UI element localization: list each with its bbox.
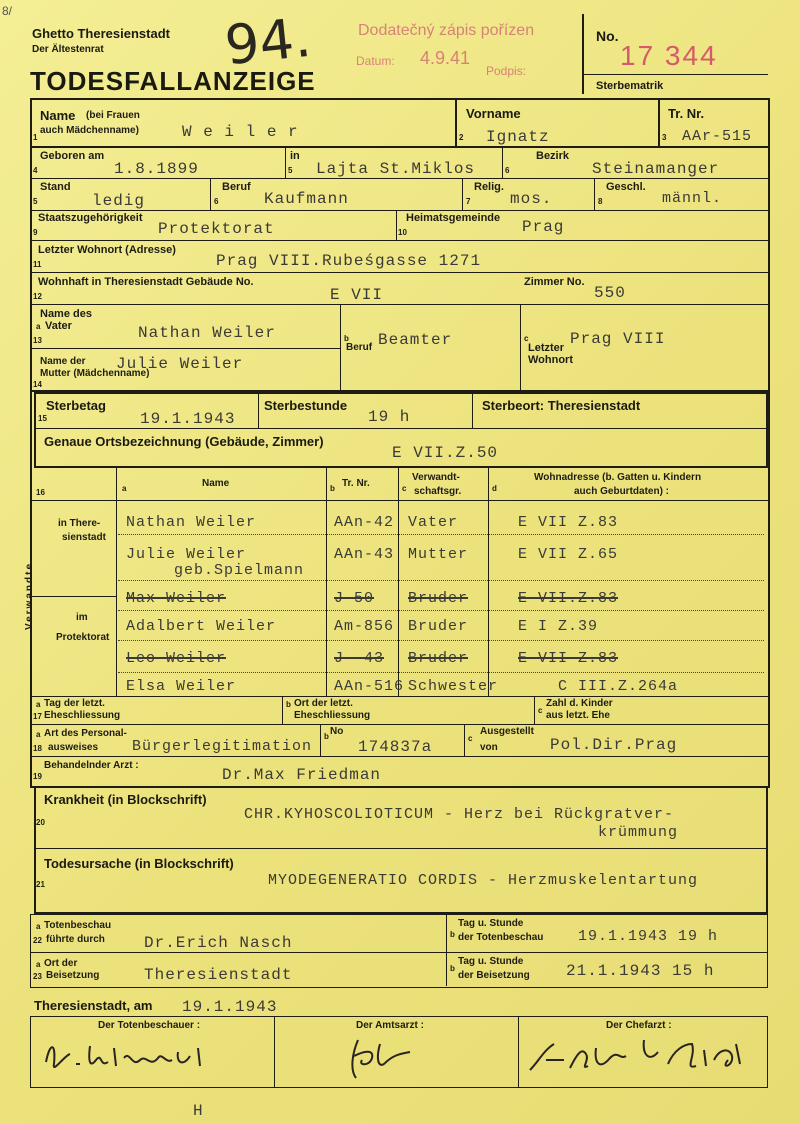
relative-addr: C III.Z.264a bbox=[558, 678, 679, 695]
arzt-label: Behandelnder Arzt : bbox=[44, 760, 139, 771]
field-number: 16 bbox=[36, 488, 45, 497]
group-theresienstadt-2: sienstadt bbox=[62, 532, 106, 543]
relative-name: Julie Weiler bbox=[126, 546, 247, 563]
birthplace-value: Lajta St.Miklos bbox=[316, 160, 476, 178]
issued-value: Pol.Dir.Prag bbox=[550, 736, 678, 754]
trnr-value: AAr-515 bbox=[682, 128, 753, 145]
field-letter: b bbox=[450, 964, 455, 973]
stamp-text-1: Dodatečný zápis pořízen bbox=[358, 22, 535, 39]
field-number: 6 bbox=[214, 197, 219, 206]
beschau-time-label: Tag u. Stunde bbox=[458, 918, 524, 929]
beisetzung-time-label-2: der Beisetzung bbox=[458, 970, 530, 981]
beschau-time-value: 19.1.1943 19 h bbox=[578, 928, 719, 945]
no-value: 17 344 bbox=[620, 40, 718, 71]
no-label: No. bbox=[596, 28, 619, 44]
sterbestunde-value: 19 h bbox=[368, 408, 411, 426]
surname-value: W e i l e r bbox=[182, 123, 299, 141]
field-letter: b bbox=[330, 484, 335, 493]
field-letter: a bbox=[36, 700, 41, 709]
beruf-label: Beruf bbox=[222, 181, 251, 193]
genau-value: E VII.Z.50 bbox=[392, 444, 499, 462]
field-letter: a bbox=[36, 922, 41, 931]
relative-name: Nathan Weiler bbox=[126, 514, 257, 531]
sig-chefarzt-label: Der Chefarzt : bbox=[606, 1020, 672, 1031]
field-number: 11 bbox=[33, 260, 42, 269]
bottom-mark: H bbox=[193, 1102, 203, 1120]
sterbematrik-label: Sterbematrik bbox=[596, 80, 664, 92]
krankheit-value-2: krümmung bbox=[598, 824, 679, 841]
field-number: 1 bbox=[33, 133, 38, 142]
field-number: 15 bbox=[38, 414, 47, 423]
field-number: 2 bbox=[459, 133, 464, 142]
name-hint-2: auch Mädchenname) bbox=[40, 125, 139, 136]
children-label-2: aus letzt. Ehe bbox=[546, 710, 610, 721]
krankheit-value-1: CHR.KYHOSCOLIOTICUM - Herz bei Rückgratver- bbox=[244, 806, 675, 823]
wohnhaft-label: Wohnhaft in Theresienstadt Gebäude No. bbox=[38, 276, 254, 288]
relative-rel: Vater bbox=[408, 514, 459, 531]
ausweis-no-label: No bbox=[330, 726, 344, 737]
issued-label-2: von bbox=[480, 742, 498, 753]
field-number: 9 bbox=[33, 228, 38, 237]
relative-trnr: AAn-42 bbox=[334, 514, 395, 531]
relative-name: Max Weiler bbox=[126, 590, 227, 607]
arzt-value: Dr.Max Friedman bbox=[222, 766, 382, 784]
field-letter: a bbox=[36, 960, 41, 969]
verwandte-side-label: Verwandte bbox=[24, 561, 36, 631]
col-verw-header: Verwandt- bbox=[412, 472, 460, 483]
col-trnr-header: Tr. Nr. bbox=[342, 478, 370, 489]
beschau-time-label-2: der Totenbeschau bbox=[458, 932, 544, 943]
form-title: TODESFALLANZEIGE bbox=[30, 66, 316, 96]
field-letter: c bbox=[524, 334, 529, 343]
relative-trnr: AAn-516 bbox=[334, 678, 405, 695]
genau-label: Genaue Ortsbezeichnung (Gebäude, Zimmer) bbox=[44, 434, 324, 449]
sterbestunde-label: Sterbestunde bbox=[264, 398, 348, 413]
geschl-label: Geschl. bbox=[606, 181, 646, 193]
name-des-label: Name des bbox=[40, 308, 92, 320]
col-name-header: Name bbox=[202, 478, 230, 489]
stand-value: ledig bbox=[92, 192, 146, 210]
place-date-label: Theresienstadt, am bbox=[34, 998, 153, 1013]
heimat-label: Heimatsgemeinde bbox=[406, 212, 501, 224]
relative-trnr: Am-856 bbox=[334, 618, 395, 635]
group-protektorat-2: Protektorat bbox=[56, 632, 110, 643]
field-number: 6 bbox=[505, 166, 510, 175]
relative-name: Leo Weiler bbox=[126, 650, 227, 667]
staats-value: Protektorat bbox=[158, 220, 275, 238]
col-wohn-header-2: auch Geburtdaten) : bbox=[574, 486, 670, 497]
wohnort-label: Letzter Wohnort (Adresse) bbox=[38, 244, 176, 256]
field-number: 3 bbox=[662, 133, 667, 142]
parent-beruf-value: Beamter bbox=[378, 331, 453, 349]
signature-chefarzt bbox=[524, 1030, 754, 1084]
field-number: 20 bbox=[36, 818, 45, 827]
parent-beruf-label: Beruf bbox=[346, 342, 373, 353]
beisetzung-label: Ort der bbox=[44, 958, 78, 969]
children-label: Zahl d. Kinder bbox=[546, 698, 613, 709]
field-letter: c bbox=[468, 734, 473, 743]
relative-trnr: J -43 bbox=[334, 650, 385, 667]
field-number: 13 bbox=[33, 336, 42, 345]
marriage-date-label-2: Eheschliessung bbox=[44, 710, 121, 721]
issued-label: Ausgestellt bbox=[480, 726, 534, 737]
field-number: 12 bbox=[33, 292, 42, 301]
bezirk-value: Steinamanger bbox=[592, 160, 720, 178]
relative-rel: Bruder bbox=[408, 650, 469, 667]
field-number: 5 bbox=[33, 197, 38, 206]
zimmer-value: 550 bbox=[594, 284, 626, 302]
field-letter: d bbox=[492, 484, 497, 493]
sig-amtsarzt-label: Der Amtsarzt : bbox=[356, 1020, 424, 1031]
beschau-value: Dr.Erich Nasch bbox=[144, 934, 293, 952]
signature-totenbeschauer bbox=[40, 1034, 220, 1078]
field-letter: c bbox=[538, 706, 543, 715]
ursache-label: Todesursache (in Blockschrift) bbox=[44, 856, 234, 871]
relig-value: mos. bbox=[510, 190, 553, 208]
relative-trnr: AAn-43 bbox=[334, 546, 395, 563]
ausweis-label-2: ausweises bbox=[48, 742, 99, 753]
relative-extra: geb.Spielmann bbox=[174, 562, 305, 579]
beruf-value: Kaufmann bbox=[264, 190, 349, 208]
field-number: 10 bbox=[398, 228, 407, 237]
mutter-value: Julie Weiler bbox=[116, 355, 244, 373]
vater-label: Vater bbox=[45, 320, 72, 332]
geschl-value: männl. bbox=[662, 190, 723, 207]
field-letter: b bbox=[344, 334, 349, 343]
field-number: 22 bbox=[33, 936, 42, 945]
col-wohn-header: Wohnadresse (b. Gatten u. Kindern bbox=[534, 472, 702, 483]
relative-trnr: J-50 bbox=[334, 590, 375, 607]
relig-label: Relig. bbox=[474, 181, 504, 193]
ausweis-label: Art des Personal- bbox=[44, 728, 127, 739]
sterbetag-label: Sterbetag bbox=[46, 398, 106, 413]
field-number: 8 bbox=[598, 197, 603, 206]
in-label: in bbox=[290, 150, 300, 162]
relative-rel: Bruder bbox=[408, 590, 469, 607]
sig-totenbeschauer-label: Der Totenbeschauer : bbox=[98, 1020, 201, 1031]
stamp-text-3: Podpis: bbox=[486, 64, 527, 78]
beisetzung-value: Theresienstadt bbox=[144, 966, 293, 984]
field-letter: c bbox=[402, 484, 407, 493]
beisetzung-label-2: Beisetzung bbox=[46, 970, 100, 981]
mutter-label-2: Mutter (Mädchenname) bbox=[40, 368, 150, 379]
wohnhaft-value: E VII bbox=[330, 286, 384, 304]
beschau-label: Totenbeschau bbox=[44, 920, 112, 931]
group-protektorat: im bbox=[76, 612, 88, 623]
relative-addr: E VII Z.83 bbox=[518, 650, 619, 667]
name-label: Name bbox=[40, 108, 76, 123]
signature-amtsarzt bbox=[344, 1030, 424, 1084]
field-number: 17 bbox=[33, 712, 42, 721]
geboren-value: 1.8.1899 bbox=[114, 160, 199, 178]
ausweis-no-value: 174837a bbox=[358, 738, 433, 756]
corner-mark: 8/ bbox=[2, 4, 13, 18]
relative-rel: Mutter bbox=[408, 546, 469, 563]
staats-label: Staatszugehörigkeit bbox=[38, 212, 143, 224]
relative-addr: E VII Z.83 bbox=[518, 514, 619, 531]
beisetzung-time-label: Tag u. Stunde bbox=[458, 956, 524, 967]
field-number: 19 bbox=[33, 772, 42, 781]
bezirk-label: Bezirk bbox=[536, 150, 570, 162]
marriage-place-label: Ort der letzt. bbox=[294, 698, 353, 709]
org-name: Ghetto Theresienstadt bbox=[32, 26, 170, 41]
place-date-value: 19.1.1943 bbox=[182, 998, 278, 1016]
col-verw-header-2: schaftsgr. bbox=[414, 486, 462, 497]
handwritten-number: 94. bbox=[221, 5, 314, 78]
relative-rel: Schwester bbox=[408, 678, 499, 695]
relative-addr: E VII Z.65 bbox=[518, 546, 619, 563]
field-letter: a bbox=[36, 730, 41, 739]
field-number: 4 bbox=[33, 166, 38, 175]
heimat-value: Prag bbox=[522, 218, 565, 236]
field-number: 5 bbox=[288, 166, 293, 175]
relative-name: Adalbert Weiler bbox=[126, 618, 277, 635]
vorname-label: Vorname bbox=[466, 106, 521, 121]
parent-wohnort-value: Prag VIII bbox=[570, 330, 666, 348]
relative-rel: Bruder bbox=[408, 618, 469, 635]
name-hint: (bei Frauen bbox=[86, 110, 140, 121]
parent-wohnort-label-2: Wohnort bbox=[528, 354, 574, 366]
field-number: 7 bbox=[466, 197, 471, 206]
relative-addr: E VII.Z.83 bbox=[518, 590, 619, 607]
vorname-value: Ignatz bbox=[486, 128, 550, 146]
relative-addr: E I Z.39 bbox=[518, 618, 599, 635]
zimmer-label: Zimmer No. bbox=[524, 276, 585, 288]
field-letter: b bbox=[450, 930, 455, 939]
wohnort-value: Prag VIII.Rubeśgasse 1271 bbox=[216, 252, 482, 270]
stand-label: Stand bbox=[40, 181, 71, 193]
sterbetag-value: 19.1.1943 bbox=[140, 410, 236, 428]
field-letter: a bbox=[122, 484, 127, 493]
ursache-value: MYODEGENERATIO CORDIS - Herzmuskelentartung bbox=[268, 872, 699, 889]
field-letter: b bbox=[286, 700, 291, 709]
vater-value: Nathan Weiler bbox=[138, 324, 276, 342]
krankheit-label: Krankheit (in Blockschrift) bbox=[44, 792, 207, 807]
field-letter: b bbox=[324, 732, 329, 741]
group-theresienstadt: in There- bbox=[58, 518, 101, 529]
ausweis-value: Bürgerlegitimation bbox=[132, 738, 313, 755]
mutter-label: Name der bbox=[40, 356, 86, 367]
field-number: 23 bbox=[33, 972, 42, 981]
trnr-label: Tr. Nr. bbox=[668, 106, 705, 121]
marriage-place-label-2: Eheschliessung bbox=[294, 710, 371, 721]
field-number: 21 bbox=[36, 880, 45, 889]
geboren-label: Geboren am bbox=[40, 150, 105, 162]
beisetzung-time-value: 21.1.1943 15 h bbox=[566, 962, 715, 980]
field-letter: a bbox=[36, 322, 41, 331]
beschau-label-2: führte durch bbox=[46, 934, 105, 945]
org-sub: Der Ältestenrat bbox=[32, 44, 104, 55]
field-number: 14 bbox=[33, 380, 42, 389]
stamp-date: 4.9.41 bbox=[420, 48, 471, 68]
parent-wohnort-label: Letzter bbox=[528, 342, 565, 354]
field-number: 18 bbox=[33, 744, 42, 753]
relative-name: Elsa Weiler bbox=[126, 678, 237, 695]
sterbeort-label: Sterbeort: Theresienstadt bbox=[482, 398, 641, 413]
stamp-text-2: Datum: bbox=[356, 54, 395, 68]
marriage-date-label: Tag der letzt. bbox=[44, 698, 105, 709]
